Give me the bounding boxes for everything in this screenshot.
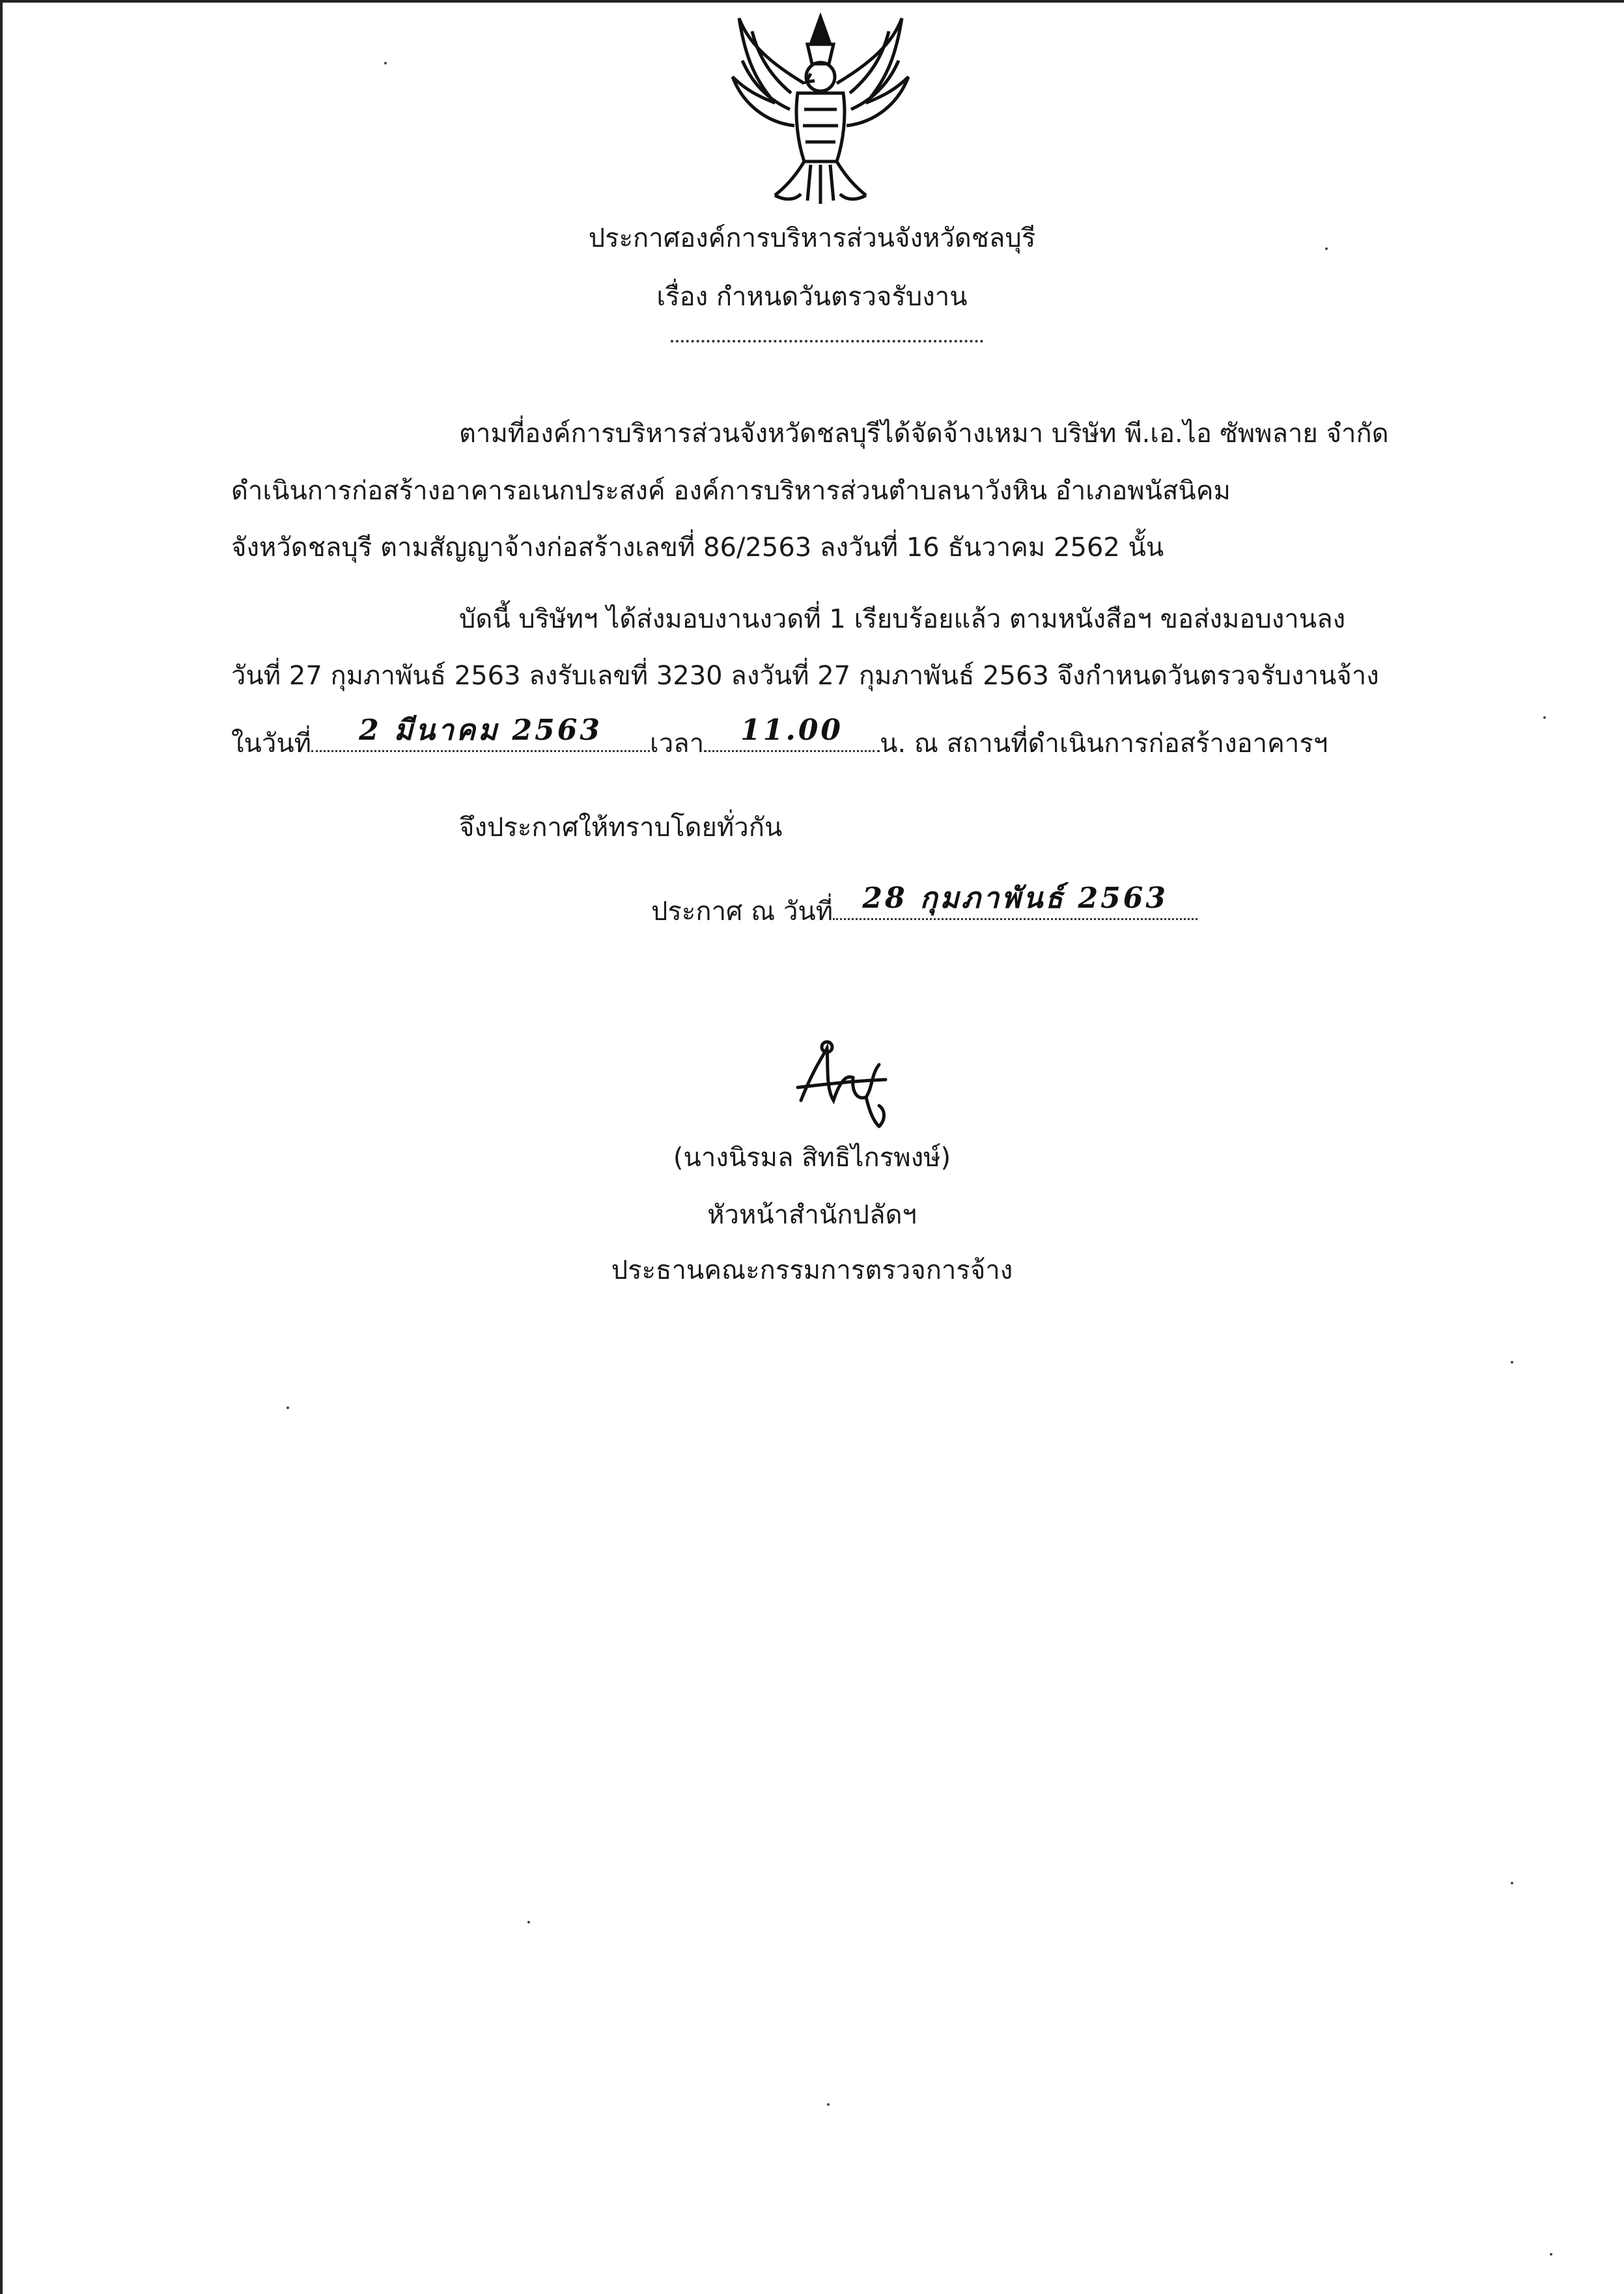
handwritten-time-field <box>704 714 880 752</box>
scan-speck <box>1550 2253 1552 2256</box>
paragraph-2-line-1: บัดนี้ บริษัทฯ ได้ส่งมอบงานงวดที่ 1 เรียบร้อยแล้ว ตามหนังสือฯ ขอส่งมอบงานลง <box>459 604 1346 634</box>
title-divider <box>671 340 983 343</box>
signatory-position: หัวหน้าสำนักปลัดฯ <box>707 1200 917 1230</box>
page-edge-top <box>0 0 1624 3</box>
paragraph-2-line-3 <box>231 714 1328 761</box>
scan-speck <box>384 62 387 64</box>
paragraph-2-line-2: วันที่ 27 กุมภาพันธ์ 2563 ลงรับเลขที่ 3230 ลงวันที่ 27 กุมภาพันธ์ 2563 จึงกำหนดวันตรวจรับงานจ้าง <box>231 661 1379 691</box>
location-text: น. ณ สถานที่ดำเนินการก่อสร้างอาคารฯ <box>880 729 1328 759</box>
paragraph-1-line-3: จังหวัดชลบุรี ตามสัญญาจ้างก่อสร้างเลขที่ 86/2563 ลงวันที่ 16 ธันวาคม 2562 นั้น <box>231 533 1164 563</box>
date-label: ในวันที่ <box>231 729 312 759</box>
signatory-name: (นางนิรมล สิทธิไกรพงษ์) <box>673 1143 951 1173</box>
scan-speck <box>287 1406 289 1409</box>
scan-speck <box>527 1921 530 1923</box>
announced-on-field <box>833 882 1197 920</box>
announcement-subject: เรื่อง กำหนดวันตรวจรับงาน <box>656 282 968 312</box>
scan-speck <box>1511 1361 1513 1364</box>
handwritten-date: 2 มีนาคม 2563 <box>359 714 603 747</box>
garuda-emblem-icon <box>713 5 928 220</box>
scan-speck <box>1511 1882 1513 1884</box>
paragraph-1-line-2: ดำเนินการก่อสร้างอาคารอเนกประสงค์ องค์การบริหารส่วนตำบลนาวังหิน อำเภอพนัสนิคม <box>231 476 1231 506</box>
announcement-title: ประกาศองค์การบริหารส่วนจังหวัดชลบุรี <box>588 223 1036 253</box>
scan-speck <box>827 2103 830 2106</box>
paragraph-1-line-1: ตามที่องค์การบริหารส่วนจังหวัดชลบุรีได้จัดจ้างเหมา บริษัท พี.เอ.ไอ ซัพพลาย จำกัด <box>459 419 1389 449</box>
announced-on-line <box>651 882 1197 929</box>
scan-speck <box>1325 247 1328 250</box>
handwritten-signature <box>788 1029 899 1133</box>
announced-on-label: ประกาศ ณ วันที่ <box>651 897 833 927</box>
announce-text: จึงประกาศให้ทราบโดยทั่วกัน <box>459 813 783 843</box>
handwritten-time: 11.00 <box>740 714 844 747</box>
time-label: เวลา <box>650 729 705 759</box>
handwritten-date-field <box>311 714 650 752</box>
signatory-role: ประธานคณะกรรมการตรวจการจ้าง <box>611 1255 1013 1285</box>
scan-speck <box>1543 716 1546 719</box>
announced-on-handwritten: 28 กุมภาพันธ์ 2563 <box>862 882 1168 915</box>
